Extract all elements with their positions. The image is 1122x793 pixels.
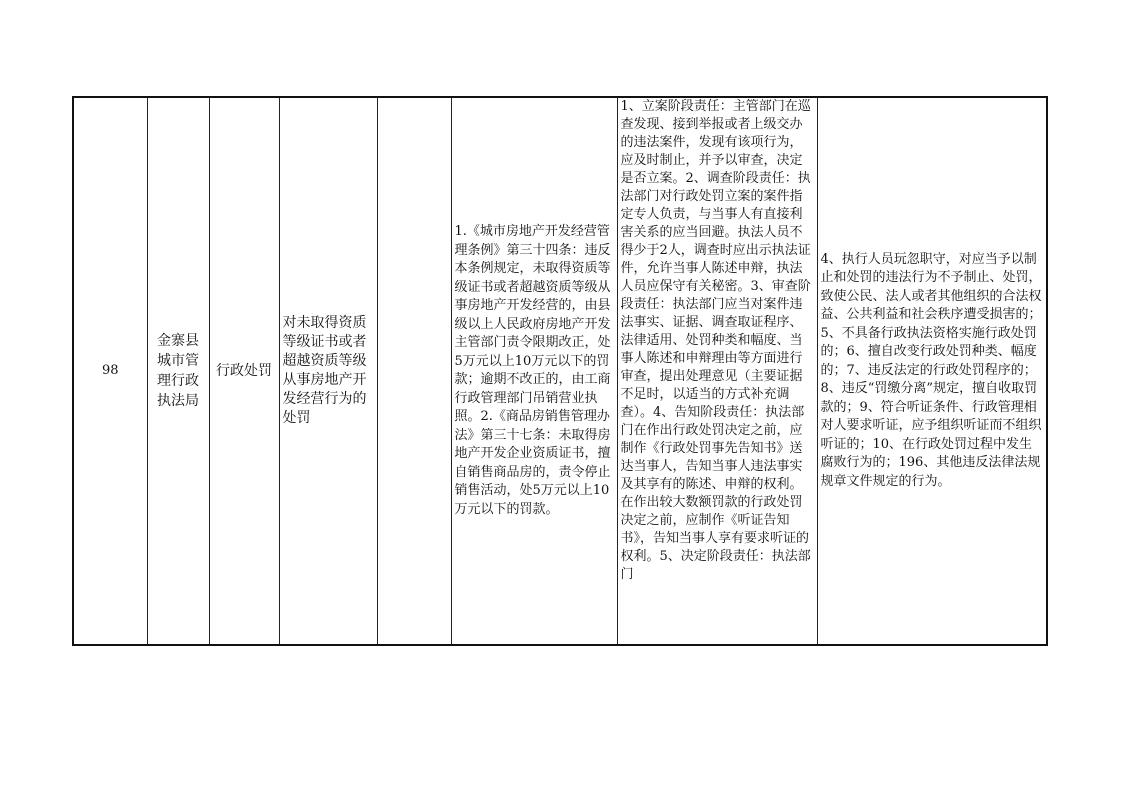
power-item-name: 对未取得资质等级证书或者超越资质等级从事房地产开发经营行为的处罚 — [282, 315, 367, 426]
record-table-wrapper — [72, 96, 1046, 644]
item-name-cell — [279, 97, 377, 645]
department-cell — [147, 97, 209, 645]
accountability-text: 4、执行人员玩忽职守，对应当予以制止和处罚的违法行为不予制止、处罚，致使公民、法人或者其他组织的合法权益、公共利益和社会秩序遭受损害的；5、不具备行政执法资格实施行政处罚的；6、擅自改变行政处罚种类、幅度的；7、违反法定的行政处罚程序的；8、违反“罚缴分离”规定，擅自收取罚款的；9、符合听证条件、行政管理相对人要求听证，应予组织听证而不组织听证的；10、在行政处罚过程中发生腐败行为的；196、其他违反法律法规规章文件规定的行为。 — [820, 251, 1042, 489]
sub-item-cell — [377, 97, 451, 645]
row-number: 98 — [101, 363, 119, 378]
row-number-cell — [73, 97, 147, 645]
sub-item-name — [378, 369, 451, 373]
department-name: 金寨县城市管理行政执法局 — [157, 333, 199, 409]
power-category: 行政处罚 — [216, 363, 272, 379]
accountability-cell — [817, 97, 1047, 645]
legal-basis-text: 1.《城市房地产开发经营管理条例》第三十四条：违反本条例规定，未取得资质等级证书或者超越资质等级从事房地产开发经营的，由县级以上人民政府房地产开发主管部门责令限期改正，处5万元以上10万元以下的罚款；逾期不改正的，由工商行政管理部门吊销营业执照。2.《商品房销售管理办法》第三十七条：未取得房地产开发企业资质证书，擅自销售商品房的，责令停止销售活动，处5万元以上10万元以下的罚款。 — [454, 224, 611, 517]
responsibility-cell — [617, 97, 817, 645]
responsibility-clip — [618, 98, 817, 644]
legal-basis-cell — [451, 97, 617, 645]
power-list-table — [72, 96, 1048, 646]
responsibility-text: 1、立案阶段责任：主管部门在巡查发现、接到举报或者上级交办的违法案件，发现有该项行为，应及时制止，并予以审查，决定是否立案。2、调查阶段责任：执法部门对行政处罚立案的案件指定专人负责，与当事人有直接利害关系的应当回避。执法人员不得少于2人，调查时应出示执法证件，允许当事人陈述申辩，执法人员应保守有关秘密。3、审查阶段责任：执法部门应当对案件违法事实、证据、调查取证程序、法律适用、处罚种类和幅度、当事人陈述和申辩理由等方面进行审查，提出处理意见（主要证据不足时，以适当的方式补充调查）。4、告知阶段责任：执法部门在作出行政处罚决定之前，应制作《行政处罚事先告知书》送达当事人，告知当事人违法事实及其享有的陈述、申辩的权利。在作出较大数额罚款的行政处罚决定之前，应制作《听证告知书》，告知当事人享有要求听证的权利。5、决定阶段责任：执法部门 — [620, 99, 811, 582]
table-row — [73, 97, 1047, 645]
category-cell — [209, 97, 279, 645]
